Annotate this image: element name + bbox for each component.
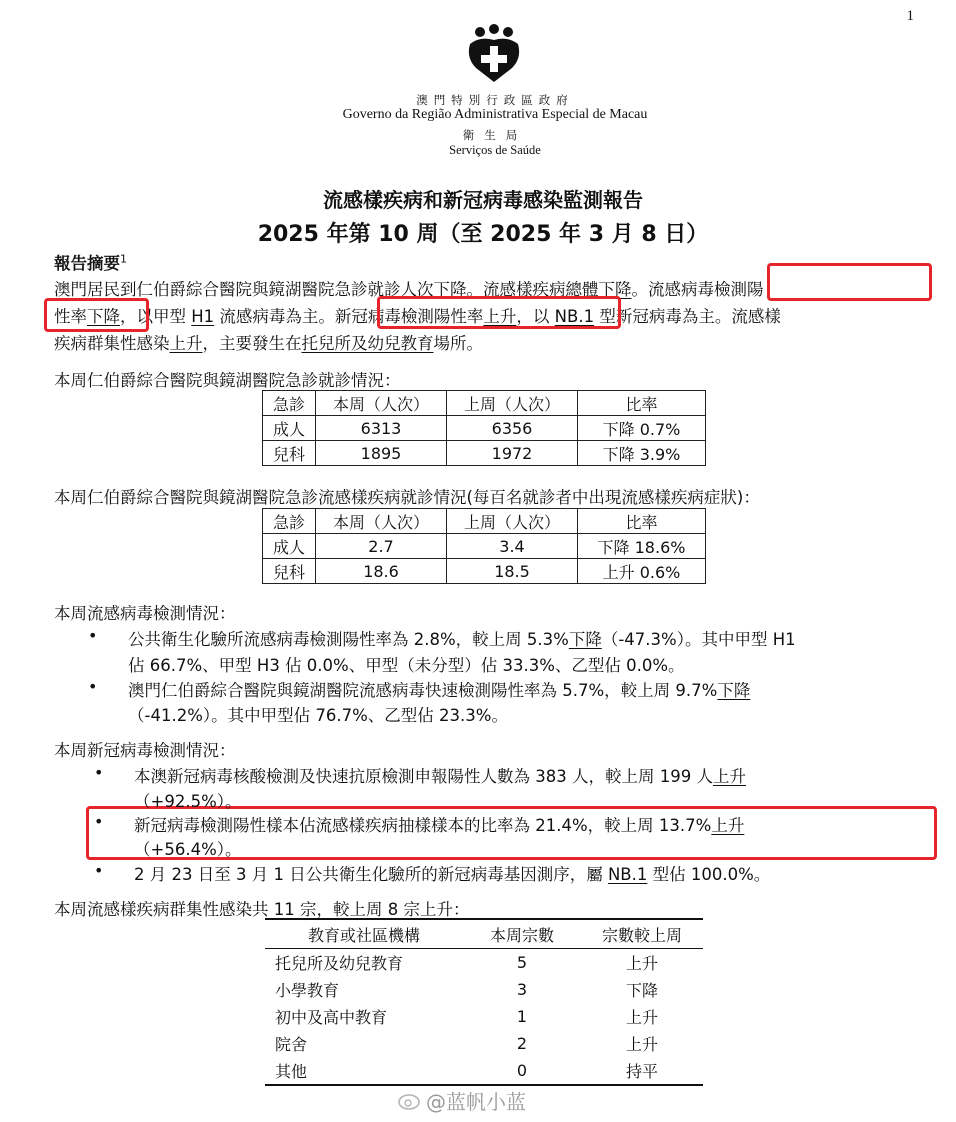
- table-cell: 1895: [316, 441, 447, 466]
- table-cell: 1972: [447, 441, 578, 466]
- table-row: [265, 976, 703, 1003]
- table-header-row: [263, 509, 706, 534]
- ili-table: [262, 508, 706, 584]
- table-cell: 下降: [625, 981, 658, 1000]
- table-cell: 成人: [263, 534, 316, 559]
- table-cell: 成人: [263, 416, 316, 441]
- covid-bullet-2-line-1: 新冠病毒檢測陽性樣本佔流感樣疾病抽樣樣本的比率為 21.4%，較上周 13.7%上升: [134, 816, 745, 835]
- table-cell: 上升: [625, 1008, 658, 1027]
- watermark-text: @蓝帆小蓝: [426, 1090, 526, 1114]
- highlight-box-flu-rate-b: [44, 298, 149, 332]
- table-cell: 初中及高中教育: [275, 1008, 388, 1027]
- table-row: [263, 534, 706, 559]
- table-header-cell: 比率: [578, 509, 706, 534]
- report-title: 流感樣疾病和新冠病毒感染監測報告: [323, 188, 643, 212]
- weibo-icon: [398, 1090, 422, 1110]
- flu-bullet-2-line-1: 澳門仁伯爵綜合醫院與鏡湖醫院流感病毒快速檢測陽性率為 5.7%，較上周 9.7%下降: [128, 681, 751, 700]
- page-number: 1: [906, 8, 914, 24]
- table-cell: 5: [516, 953, 528, 972]
- table-cell: 其他: [265, 1057, 463, 1085]
- summary-line-2: 性率下降，以甲型 H1 流感病毒為主。新冠病毒檢測陽性率上升，以 NB.1 型新冠病毒為主。流感樣: [54, 307, 781, 326]
- org-portuguese: Governo da Região Administrativa Especial de Macau: [342, 107, 648, 122]
- health-bureau-logo-icon: [466, 24, 522, 84]
- summary-line-3: 疾病群集性感染上升，主要發生在托兒所及幼兒教育場所。: [54, 334, 483, 353]
- table-cell: 上升 0.6%: [578, 559, 706, 584]
- bullet-icon: •: [94, 812, 104, 831]
- table-cell: 上升: [625, 954, 658, 973]
- table-header-cell: 急診: [263, 509, 316, 534]
- org-chinese: 澳門特別行政區政府: [416, 95, 574, 107]
- table-row: [265, 1057, 703, 1085]
- table-header-cell: 教育或社區機構: [265, 919, 463, 949]
- table-header-cell: 本周宗數: [463, 919, 581, 949]
- covid-bullet-2-line-2: （+56.4%）。: [134, 840, 242, 859]
- bullet-icon: •: [94, 861, 104, 880]
- table-cell: 18.6: [316, 559, 447, 584]
- table-row: [263, 416, 706, 441]
- visits-table: [262, 390, 706, 466]
- table-row: [263, 441, 706, 466]
- bullet-icon: •: [88, 677, 98, 696]
- table-cell: 3: [516, 980, 528, 999]
- covid-section-heading: 本周新冠病毒檢測情況：: [54, 741, 236, 760]
- bullet-icon: •: [94, 763, 104, 782]
- table-header-cell: 宗數較上周: [581, 919, 703, 949]
- visits-table-caption: 本周仁伯爵綜合醫院與鏡湖醫院急診就診情況：: [54, 371, 401, 390]
- bullet-icon: •: [88, 626, 98, 645]
- ili-table-caption: 本周仁伯爵綜合醫院與鏡湖醫院急診流感樣疾病就診情況(每百名就診者中出現流感樣疾病症狀)：: [54, 488, 760, 507]
- table-cell: 持平: [581, 1057, 703, 1085]
- report-period: 2025 年第 10 周（至 2025 年 3 月 8 日）: [257, 222, 709, 247]
- highlight-box-covid-rate: [377, 296, 621, 329]
- table-header-cell: 上周（人次）: [447, 391, 578, 416]
- table-row: [263, 559, 706, 584]
- table-cell: 0: [463, 1057, 581, 1085]
- table-cell: 院舍: [275, 1035, 308, 1054]
- table-row: [265, 1003, 703, 1030]
- flu-bullet-1-line-1: 公共衛生化驗所流感病毒檢測陽性率為 2.8%，較上周 5.3%下降（-47.3%）。其中甲型 H1: [128, 630, 796, 649]
- table-cell: 小學教育: [275, 981, 340, 1000]
- table-cell: 兒科: [263, 441, 316, 466]
- flu-section-heading: 本周流感病毒檢測情況：: [54, 604, 236, 623]
- covid-bullet-1-line-2: （+92.5%）。: [134, 792, 242, 811]
- bureau-portuguese: Serviços de Saúde: [449, 143, 541, 157]
- table-header-cell: 比率: [578, 391, 706, 416]
- table-header-cell: 急診: [263, 391, 316, 416]
- table-cell: 下降 0.7%: [578, 416, 706, 441]
- summary-line-1: 澳門居民到仁伯爵綜合醫院與鏡湖醫院急診就診人次下降。流感樣疾病總體下降。流感病毒檢測陽: [54, 280, 764, 299]
- table-header-cell: 上周（人次）: [447, 509, 578, 534]
- table-cell: 1: [516, 1007, 528, 1026]
- highlight-box-flu-rate-a: [767, 263, 932, 301]
- table-cell: 2: [516, 1034, 528, 1053]
- table-cell: 托兒所及幼兒教育: [275, 954, 404, 973]
- table-cell: 18.5: [447, 559, 578, 584]
- covid-bullet-1-line-1: 本澳新冠病毒核酸檢測及快速抗原檢測申報陽性人數為 383 人，較上周 199 人上升: [134, 767, 746, 786]
- table-cell: 上升: [625, 1035, 658, 1054]
- table-cell: 2.7: [316, 534, 447, 559]
- table-header-row: [263, 391, 706, 416]
- summary-heading: 報告摘要$^1$: [54, 252, 127, 273]
- table-header-cell: 本周（人次）: [316, 509, 447, 534]
- cluster-caption: 本周流感樣疾病群集性感染共 11 宗，較上周 8 宗上升：: [54, 900, 470, 919]
- table-cell: 6356: [447, 416, 578, 441]
- covid-bullet-3: 2 月 23 日至 3 月 1 日公共衛生化驗所的新冠病毒基因測序，屬 NB.1 型佔 100.0%。: [134, 865, 771, 884]
- table-row: [265, 949, 703, 977]
- table-cell: 下降 3.9%: [578, 441, 706, 466]
- flu-bullet-2-line-2: （-41.2%）。其中甲型佔 76.7%、乙型佔 23.3%。: [128, 706, 508, 725]
- table-row: [265, 1030, 703, 1057]
- table-header-cell: 本周（人次）: [316, 391, 447, 416]
- bureau-chinese: 衛生局: [462, 130, 528, 142]
- table-cell: 兒科: [263, 559, 316, 584]
- table-cell: 6313: [316, 416, 447, 441]
- flu-bullet-1-line-2: 佔 66.7%、甲型 H3 佔 0.0%、甲型（未分型）佔 33.3%、乙型佔 0.0%。: [128, 656, 685, 675]
- table-header-row: [265, 919, 703, 949]
- table-cell: 下降 18.6%: [578, 534, 706, 559]
- cluster-table: [265, 918, 703, 1086]
- table-cell: 3.4: [447, 534, 578, 559]
